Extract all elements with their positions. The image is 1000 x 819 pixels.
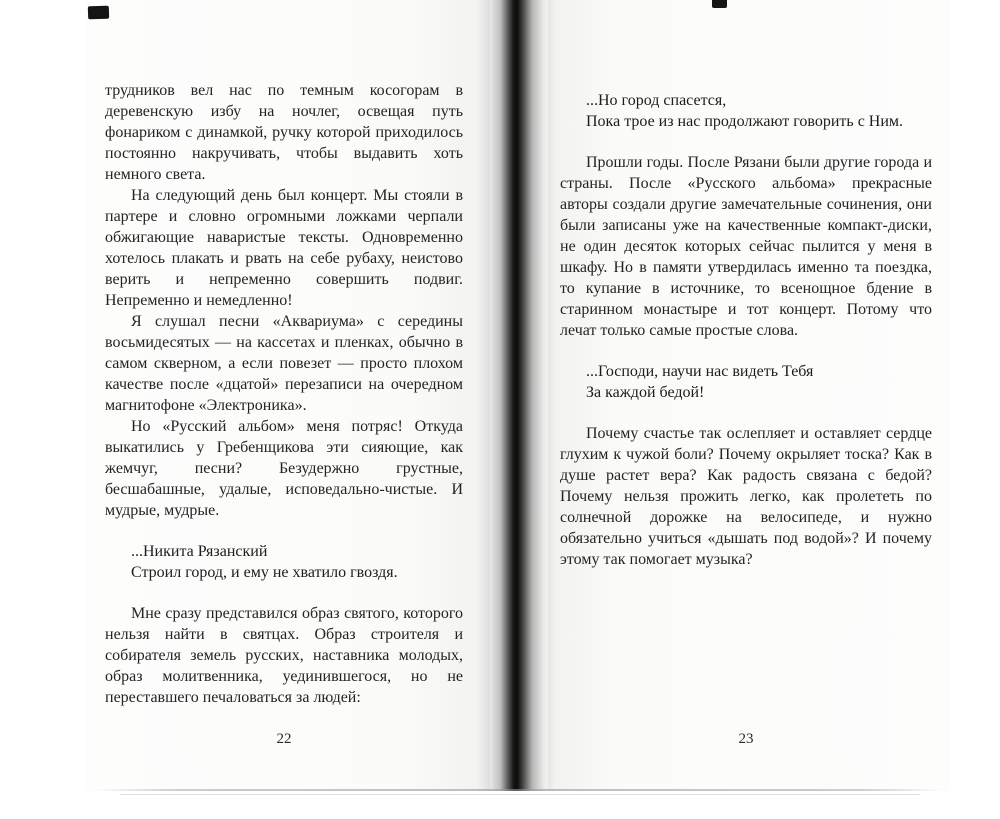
page-bottom-edge-faint xyxy=(120,794,920,795)
paragraph: Я слушал песни «Аквариума» с середины восьмидесятых — на кассетах и пленках, обычно в самом скверном, а если повезет — просто плохом качестве после «дцатой» перезаписи на очередном магнитофоне «Электроника». xyxy=(105,313,463,414)
verse-quote xyxy=(586,361,932,403)
spine-gutter-shadow xyxy=(477,0,555,791)
paragraph: На следующий день был концерт. Мы стояли в партере и словно огромными ложками черпали обжигающие наваристые тексты. Одновременно хотелось плакать и рвать на себе рубаху, неистово верить и непременно совершить подвиг. Непременно и немедленно! xyxy=(105,187,463,309)
paragraph: трудников вел нас по темным косогорам в деревенскую избу на ночлег, освещая путь фонариком с динамкой, ручку которой приходилось постоянно накручивать, чтобы выдавить хоть немного света. xyxy=(105,82,463,183)
paragraph: Но «Русский альбом» меня потряс! Откуда выкатились у Гребенщикова эти сияющие, как жемчуг, песни? Безудержно грустные, бесшабашные, удалые, исповедально-чистые. И мудрые, мудрые. xyxy=(105,418,463,519)
verse-quote xyxy=(131,541,463,583)
verse-line: ...Господи, научи нас видеть Тебя xyxy=(586,363,814,380)
verse-quote xyxy=(586,90,932,132)
verse-line: ...Никита Рязанский xyxy=(131,543,268,560)
verse-line: ...Но город спасется, xyxy=(586,92,727,109)
verse-line: Строил город, и ему не хватило гвоздя. xyxy=(131,564,398,581)
page-number-left: 22 xyxy=(276,731,292,747)
verse-line: Пока трое из нас продолжают говорить с Ним. xyxy=(586,113,904,130)
right-page-text xyxy=(560,90,932,570)
page-number-right: 23 xyxy=(738,731,754,747)
scan-mark-top-center xyxy=(712,0,727,8)
paragraph: Почему счастье так ослепляет и оставляет сердце глухим к чужой боли? Почему окрыляет тоска? Как в душе растет вера? Как радость связана с бедой? Почему нельзя прожить легко, как пролететь по солнечной дорожке на велосипеде, и нужно обязательно учиться «дышать под водой»? И почему этому так помогает музыка? xyxy=(560,425,932,568)
paragraph: Прошли годы. После Рязани были другие города и страны. После «Русского альбома» прекрасные авторы создали другие замечательные сочинения, они были записаны уже на качественные компакт-диски, не один десяток которых сейчас пылится у меня в шкафу. Но в памяти утвердилась именно та поездка, то купание в источнике, то всенощное бдение в старинном монастыре и тот концерт. Потому что лечат только самые простые слова. xyxy=(560,154,932,339)
verse-line: За каждой бедой! xyxy=(586,384,705,401)
page-bottom-edge xyxy=(95,789,943,791)
left-page-text xyxy=(105,80,463,708)
paragraph: Мне сразу представился образ святого, которого нельзя найти в святцах. Образ строителя и собирателя земель русских, наставника молодых, образ молитвенника, уединившегося, но не переставшего печаловаться за людей: xyxy=(105,605,463,706)
scan-mark-top-left xyxy=(88,6,109,20)
